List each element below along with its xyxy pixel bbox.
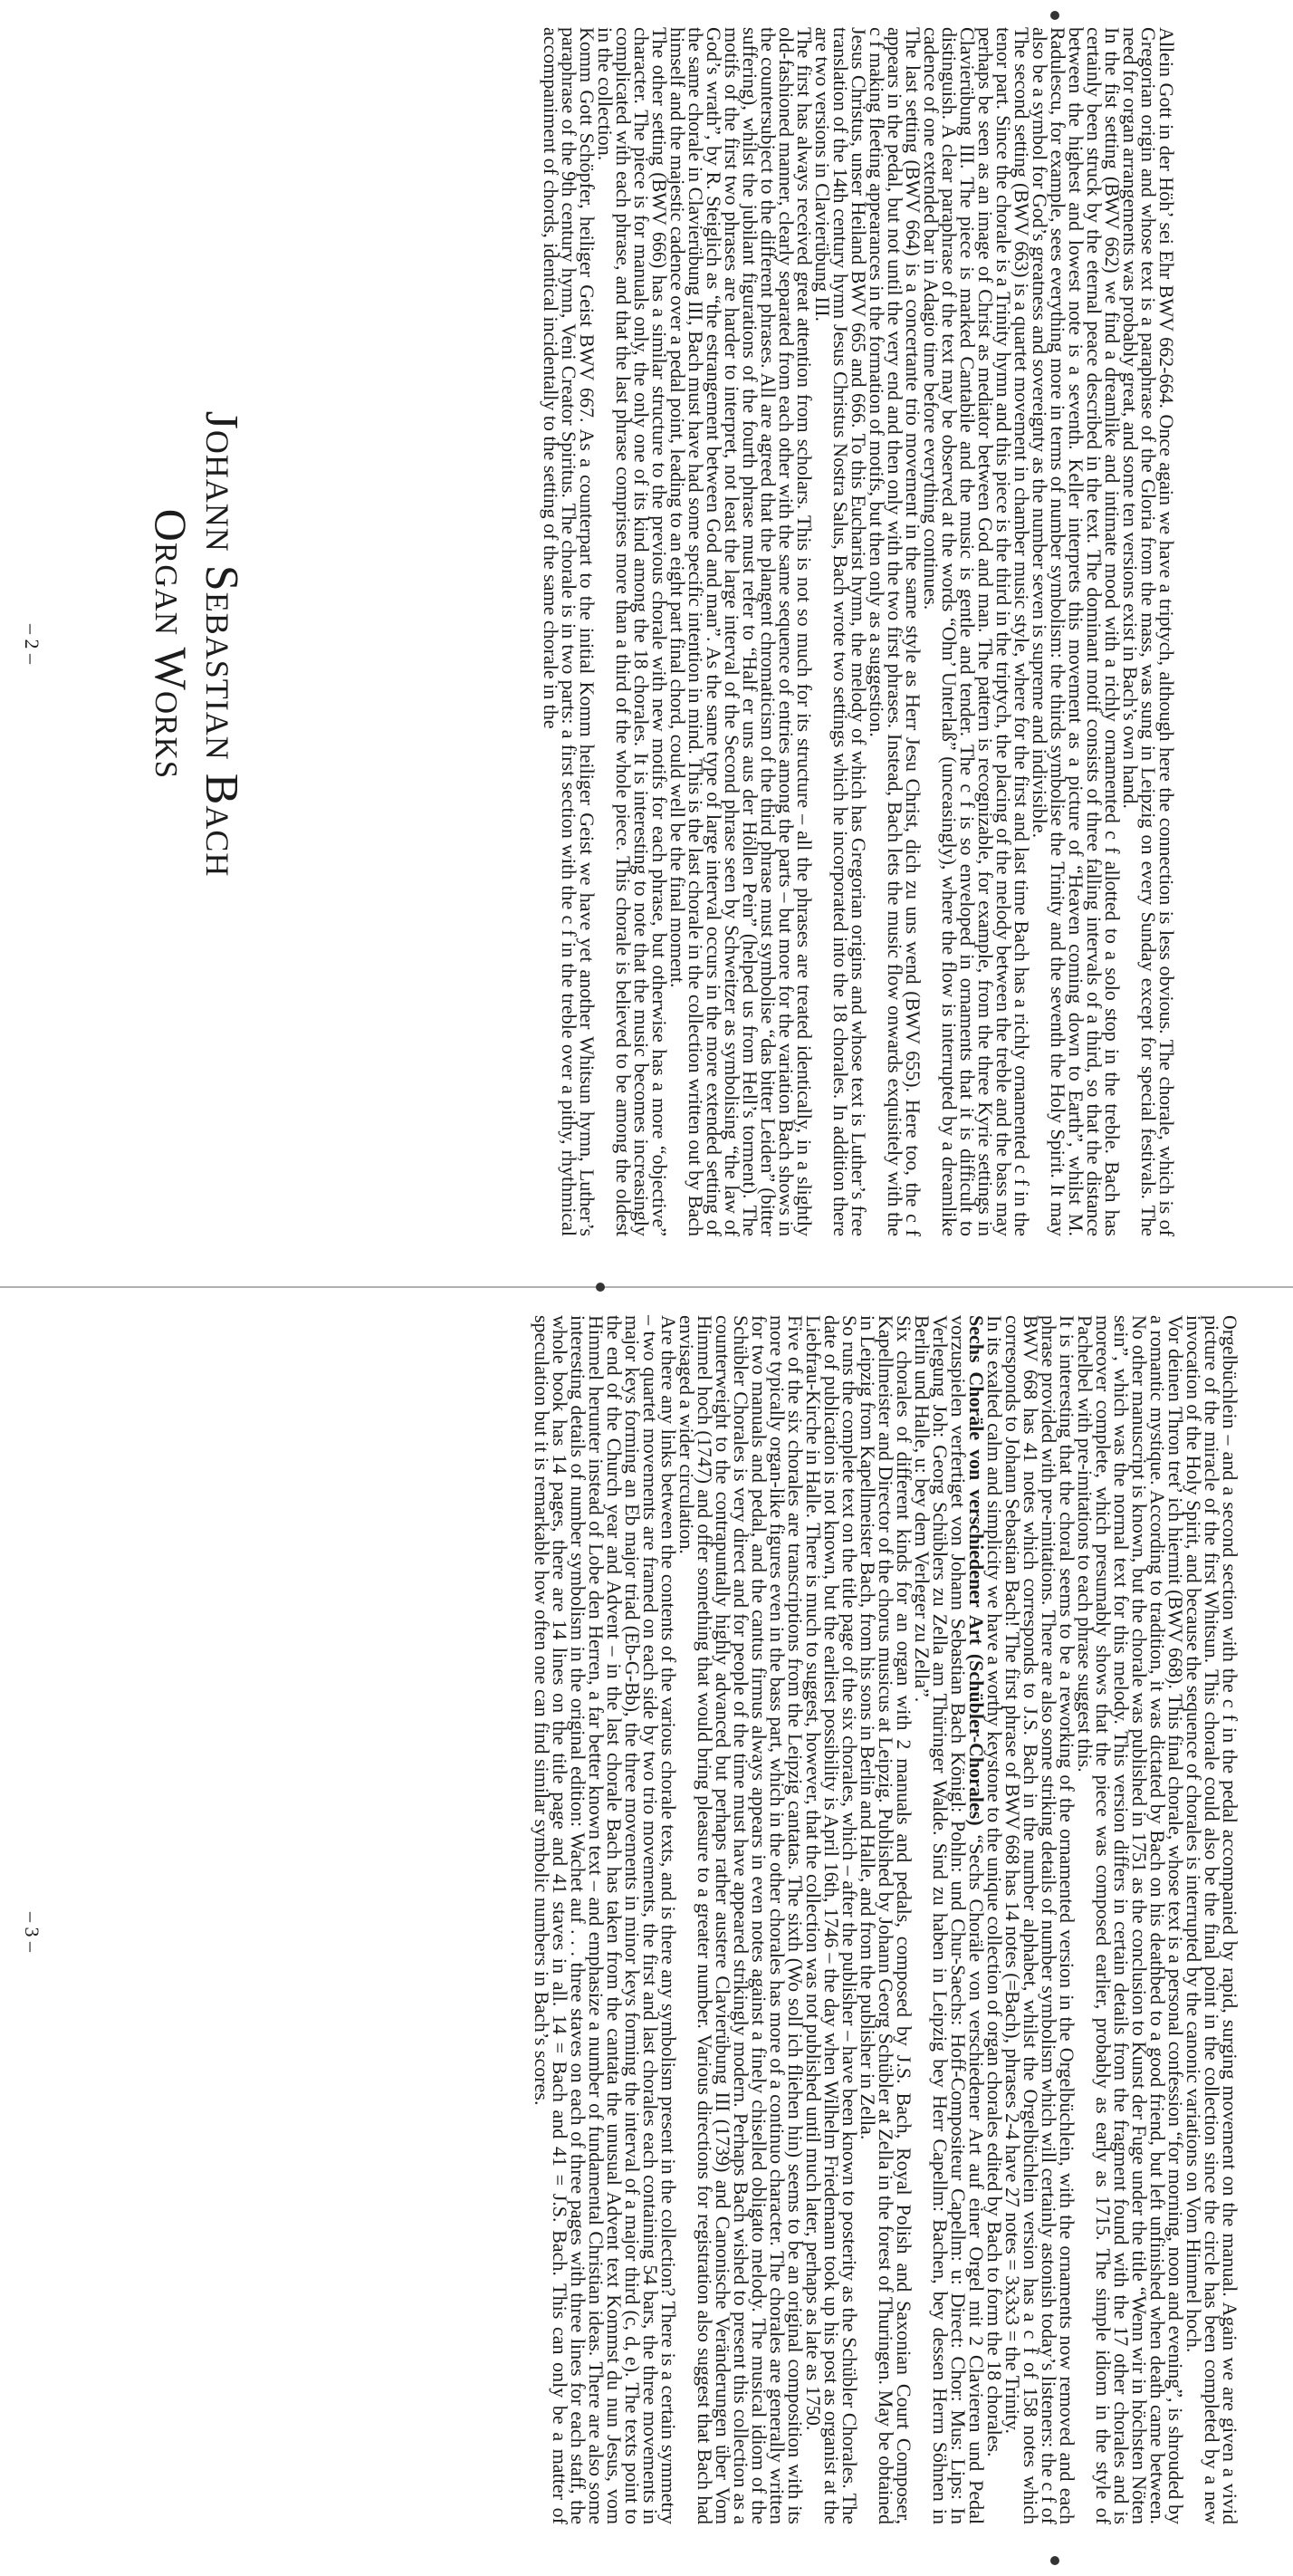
page-title-composer: Johann Sebastian Bach bbox=[196, 410, 247, 878]
paragraph: In the fist setting (BWV 662) we find a dreamlike and intimate mood with a richly ornamented c f allotted to a solo stop in the treble. Bach has certainly been struck by the eternal peace described in the text. The dominant motif consists of three falling intervals of a third, so that the distance between the highest and lowest note is a seventh. Keller interprets this movement as a picture of “Heaven coming down to Earth”, whilst M. Radulescu, for example, sees everything more in terms of number symbolism: the thirds symbolise the Trinity and the seventh the Holy Spirit. It may also be a symbol for God’s greatness and sovereignty as the number seven is supreme and indivisible. bbox=[1029, 27, 1124, 1236]
paragraph: Are there any links between the contents of the various chorale texts, and is there any symbolism present in the collection? There is a certain symmetry – two quartet movements are framed on each side by two trio movements, the first and last chorales each containing 54 bars, the three movements in major keys forming an Eb major triad (Eb-G-Bb), the three movements in minor keys forming the interval of a major third (c, d, e). The texts point to the end of the Church year and Advent – in the last chorale Bach has taken from the cantata the unusual Advent text Kommst du nun Jesus, vom Himmel herunter instead of Lobe den Herren, a far better known text – and emphasize a number of fundamental Christian ideas. There are also some interesting details of number symbolism in the original edition: Wachet auf . . . three staves on each of three pages with three lines for each staff, the whole book has 14 pages, there are 14 lines on the title page and 41 staves in all. 14 = Bach and 41 = J.S. Bach. This can only be a matter of speculation but it is remarkable how often one can find similar symbolic numbers in Bach’s scores. bbox=[531, 1315, 680, 2524]
text-column bbox=[540, 27, 1178, 1236]
paragraph: Five of the six chorales are transcriptions from the Leipzig cantatas. The sixth (Wo soll ich fliehen hin) seems to be an original composition with its more typically organ-like figures even in the bass part, which in the other chorales has more of a continuo character. The chorales are generally written for two manuals and pedal, and the cantus firmus always appears in even notes against a finely chiselled obligato melody. The musical idiom of the Schübler Chorales is very direct and for people of the time must have appeared strikingly modern. Perhaps Bach wished to present this collection as a counterweight to the contrapuntally highly advanced but perhaps rather austere Clavierübung III (1739) and Canonische Veränderungen über Vom Himmel hoch (1747) and offer something that would bring pleasure to a greater number. Various directions for registration also suggest that Bach had envisaged a wider circulation. bbox=[675, 1315, 807, 2524]
page-number: – 2 – bbox=[21, 624, 43, 664]
text-column bbox=[532, 1315, 1239, 2524]
paragraph: “Sechs Choräle von verschiedener Art auf einer Orgel mit 2 Clavieren und Pedal vorzuspielen verfertiget von Johann Sebastian Bach Königl: Pohln: und Chur-Saechs: Hoff-Compositeur Capellm: u: Direct: Chor: Mus: Lips: In Verlegung Joh: Georg Schüblers zu Zella am Thüringer Walde. Sind zu haben in Leipzig bey Herr Capellm: Bachen, bey dessen Herrn Söhnen in Berlin und Halle, u: bey dem Verleger zu Zella”. bbox=[911, 1315, 988, 2525]
binding-dot-icon bbox=[1050, 11, 1059, 20]
page-number: – 3 – bbox=[21, 1912, 43, 1952]
paragraph: The first has always received great attention from scholars. This is not so much for its structure – all the phrases are treated identically, in a slightly old-fashioned manner, clearly separated from each other with the same sequence of entries among the parts – but more for the variation Bach shows in the countersubject to the different phrases. All are agreed that the plangent chromaticism of the third phrase must symbolise “das bitter Leiden” (bitter suffering), whilst the jubilant figurations of the fourth phrase must refer to “Half er uns aus der Höllen Pein” (helped us from Hell’s torment). The motifs of the first two phrases are harder to interpret, not least the large interval of the Second phrase seen by Schweitzer as symbolising “the law of God’s wrath”, by R. Steiglich as “the estrangement between God and man”. As the same type of large interval occurs in the more extended setting of the same chorale in Clavierübung III, Bach must have had some specific intention in mind. This is the last chorale in the collection written out by Bach himself and the majestic cadence over a pedal point, leading to an eight part final chord, could well be the final moment. bbox=[666, 27, 816, 1236]
paragraph: In its exalted calm and simplicity we have a worthy keystone to the unique collection of organ chorales edited by Bach to form the 18 chorales. bbox=[983, 1315, 1006, 2457]
paragraph: It is interesting that the choral seems to be a reworking of the ornamented version in the Orgelbüchlein, with the ornaments now removed and each phrase provided with pre-imitations. There are also some striking details of number symbolism which will certainly astonish today’s listeners: the c f of BWV 668 has 41 notes which corresponds to J.S. Bach in the number alphabet, whilst the Orgelbüchlein version has a c f of 158 notes which corresponds to Johann Sebastian Bach! The first phrase of BWV 668 has 14 notes (=Bach), phrases 2-4 have 27 notes = 3x3x3 = the Trinity. bbox=[1001, 1315, 1078, 2524]
page-title-works: Organ Works bbox=[146, 508, 196, 780]
paragraph: So runs the complete text on the title page of the six chorales, which – after the publisher – have been known to posterity as the Schübler Chorales. The date of publication is not known, but the earliest possibility is April 16th, 1746 – the day when Wilhelm Friedemann took up his post as organist at the Liebfrau-Kirche in Halle. There is much to suggest, however, that the collection was not published until much later, perhaps as late as 1750. bbox=[802, 1315, 861, 2524]
paragraph: Six chorales of different kinds for an organ with 2 manuals and pedals, composed by J.S. Bach, Royal Polish and Saxonian Court Composer, Kapellmeister and Director of the chorus musicus at Leipzig. Published by Johann Georg Schübler at Zella in the forest of Thuringen. May be obtained in Leipzig from Kapellmeister Bach, from his sons in Berlin and Halle, and from the publisher in Zella. bbox=[857, 1315, 915, 2524]
page-3 bbox=[0, 1288, 1293, 2576]
section-heading: Sechs Choräle von verschiedener Art (Schübler-Chorales) bbox=[965, 1315, 988, 1826]
paragraph: Vor deinen Thron tret’ ich hiermit (BWV 668). This final chorale, whose text is a personal confession “for morning, noon and evening”, is shrouded by a romantic mystique. According to tradition, it was dictated by Bach on his deathbed to a good friend, but left unfinished when death came between. No other manuscript is known, but the chorale was published in 1751 as the conclusion to Kunst der Fuge under the title “Wenn wir in höchsten Nöten sein”, which was the normal text for this melody. This version differs in certain details from the fragment found with the 17 other chorales and is moreover complete, which presumably shows that the piece was composed earlier, probably as early as 1715. The simple idiom in the style of Pachelbel with pre-imitations to each phrase suggest this. bbox=[1074, 1315, 1187, 2524]
paragraph: Orgelbüchlein – and a second section with the c f in the pedal accompanied by rapid, surging movement on the manual. Again we are given a vivid picture of the miracle of the first Whitsun. This chorale could also be the final point in the collection since the circle has been completed by a new invocation of the Holy Spirit, and because the sequence of chorales is interrupted by the canonic variations on Vom Himmel hoch. bbox=[1183, 1315, 1241, 2524]
paragraph: Komm Gott Schöpfer, heiliger Geist BWV 667. As a counterpart to the initial Komm heiliger Geist we have yet another Whitsun hymn, Luther’s paraphrase of the 9th century hymn, Veni Creator Spiritus. The chorale is in two parts: a first section with the c f in the treble over a pithy, rhythmical accompaniment of chords, identical incidentally to the setting of the same chorale in the bbox=[540, 27, 599, 1236]
paragraph: The second setting (BWV 663) is a quartet movement in chamber music style, where for the first and last time Bach has a richly ornamented c f in the tenor part. Since the chorale is a Trinity hymn and this piece is the third in the triptych, the placing of the melody between the treble and the bass may perhaps be seen as an image of Christ as mediator between God and man. The pattern is recognizable, for example, from the three Kyrie settings in Clavierübung III. The piece is marked Cantabile and the music is gentle and tender. The c f is so enveloped in ornaments that it is difficult to distinguish. A clear paraphrase of the text may be observed at the words “Ohn’ Unterlaß” (unceasingly), where the flow is interrupted by a dreamlike cadence of one extended bar in Adagio time before everything continues. bbox=[920, 27, 1033, 1236]
paragraph: Jesus Christus, unser Heiland BWV 665 and 666. To this Eucharist hymn, the melody of which has Gregorian origins and whose text is Luther’s free translation of the 14th century hymn Jesus Christus Nostra Salus, Bach wrote two settings which he incorporated into the 18 chorales. In addition there are two versions in Clavierübung III. bbox=[811, 27, 870, 1236]
section-paragraph bbox=[911, 1315, 988, 2525]
paragraph: The last setting (BWV 664) is a concertante trio movement in the same style as Herr Jesu Christ, dich zu uns wend (BWV 655). Here too, the c f appears in the pedal, but not until the very end and then only with the two first phrases. Instead, Bach lets the music flow onwards exquisitely with the c f making fleeting appearances in the formation of motifs, but then only as a suggestion. bbox=[866, 27, 924, 1236]
paragraph: The other setting (BWV 666) has a similar structure to the previous chorale with new motifs for each phrase, but otherwise has a more “objective” character. The piece is for manuals only, the only one of its kind among the 18 chorales. It is interesting to note that the music becomes increasingly complicated with each phrase, and that the last phrase comprises more than a third of the whole piece. This chorale is believed to be among the oldest in the collection. bbox=[594, 27, 671, 1236]
paragraph: Allein Gott in der Höh’ sei Ehr BWV 662-664. Once again we have a triptych, although here the connection is less obvious. The chorale, which is of Gregorian origin and whose text is a paraphrase of the Gloria from the mass, was sung in Leipzig on every Sunday except for special festivals. The need for organ arrangements was probably great, and some ten versions exist in Bach’s own hand. bbox=[1119, 27, 1178, 1236]
